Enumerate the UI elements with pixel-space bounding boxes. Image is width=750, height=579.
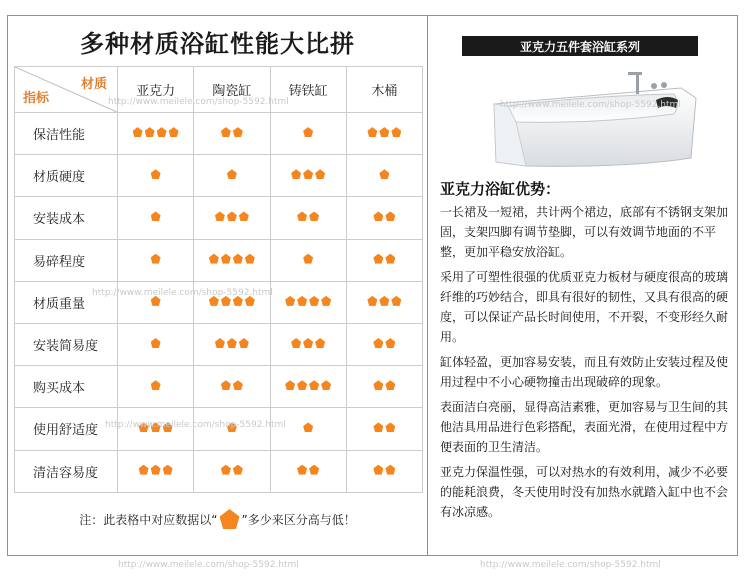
rating-dot-icon [209, 254, 219, 264]
rating-dots [291, 169, 325, 179]
row-label: 保洁性能 [15, 113, 118, 155]
rating-cell-cast-iron [270, 113, 346, 155]
rating-dots [151, 296, 161, 306]
rating-dot-icon [391, 127, 401, 137]
column-header-cast-iron: 铸铁缸 [270, 67, 346, 113]
rating-dots [373, 465, 395, 475]
comparison-table [14, 66, 423, 493]
rating-dot-icon [309, 465, 319, 475]
table-row [15, 281, 423, 323]
rating-dot-icon [151, 254, 161, 264]
advantages-title: 亚克力浴缸优势： [440, 180, 561, 198]
rating-dots [139, 422, 173, 432]
rating-dot-icon [309, 296, 319, 306]
watermark: http://www.meilele.com/shop-5592.html [480, 560, 661, 570]
row-label: 购买成本 [15, 366, 118, 408]
indicator-header-label: 指标 [23, 91, 50, 106]
rating-dot-icon [151, 296, 161, 306]
rating-dots [221, 465, 243, 475]
rating-dot-icon [227, 338, 237, 348]
rating-dot-icon [157, 127, 167, 137]
rating-cell-acrylic [118, 408, 194, 450]
advantage-paragraph: 缸体轻盈，更加容易安装，而且有效防止安装过程及使用过程中不小心硬物撞击出现破碎的现象。 [440, 355, 729, 389]
row-label: 材质硬度 [15, 155, 118, 197]
row-label: 安装成本 [15, 197, 118, 239]
rating-dot-icon [373, 422, 383, 432]
rating-cell-ceramic [194, 408, 270, 450]
rating-dot-icon [233, 380, 243, 390]
rating-dot-icon [163, 465, 173, 475]
material-header-label: 材质 [80, 77, 107, 92]
rating-cell-wood [346, 408, 422, 450]
rating-dot-icon [151, 465, 161, 475]
rating-dots [151, 211, 161, 221]
rating-dot-icon [285, 380, 295, 390]
rating-cell-acrylic [118, 323, 194, 365]
rating-dot-icon [227, 422, 237, 432]
advantage-paragraph: 表面洁白亮丽，显得高洁素雅，更加容易与卫生间的其他洁具用品进行色彩搭配，表面光滑，在使用过程中方便表面的卫生清洁。 [440, 400, 729, 454]
rating-cell-acrylic [118, 113, 194, 155]
rating-dots [221, 127, 243, 137]
rating-cell-acrylic [118, 281, 194, 323]
rating-dot-icon [221, 296, 231, 306]
rating-dot-icon [379, 296, 389, 306]
table-row [15, 450, 423, 492]
rating-cell-ceramic [194, 155, 270, 197]
table-row [15, 408, 423, 450]
rating-dots [373, 211, 395, 221]
rating-cell-wood [346, 239, 422, 281]
comparison-panel [7, 15, 428, 556]
table-row [15, 366, 423, 408]
rating-dot-icon [220, 509, 240, 529]
page-title: 多种材质浴缸性能大比拼 [80, 29, 355, 58]
table-row [15, 197, 423, 239]
rating-cell-cast-iron [270, 408, 346, 450]
rating-cell-acrylic [118, 155, 194, 197]
rating-dots [297, 211, 319, 221]
rating-dot-icon [309, 380, 319, 390]
rating-dots [133, 127, 179, 137]
rating-dot-icon [303, 422, 313, 432]
row-label: 材质重量 [15, 281, 118, 323]
rating-dot-icon [303, 127, 313, 137]
rating-dots [209, 254, 255, 264]
rating-cell-wood [346, 323, 422, 365]
rating-dots [215, 211, 249, 221]
rating-cell-ceramic [194, 239, 270, 281]
rating-dots [303, 254, 313, 264]
advantages-body [440, 202, 728, 527]
rating-dots [373, 338, 395, 348]
rating-cell-wood [346, 113, 422, 155]
rating-dot-icon [385, 422, 395, 432]
rating-dot-icon [291, 338, 301, 348]
rating-dots [227, 169, 237, 179]
rating-dot-icon [373, 338, 383, 348]
rating-cell-cast-iron [270, 450, 346, 492]
advantage-paragraph: 采用了可塑性很强的优质亚克力板材与硬度很高的玻璃纤维的巧妙结合，即具有很好的韧性，又具有很高的硬度，可以保证产品长时间使用，不开裂，不变形经久耐用。 [440, 270, 729, 344]
rating-dots [373, 380, 395, 390]
rating-dot-icon [315, 169, 325, 179]
rating-dot-icon [303, 338, 313, 348]
footnote [8, 509, 427, 529]
rating-dots [221, 380, 243, 390]
rating-cell-wood [346, 281, 422, 323]
rating-dot-icon [227, 211, 237, 221]
rating-dots [151, 254, 161, 264]
row-label: 清洁容易度 [15, 450, 118, 492]
rating-dots [367, 127, 401, 137]
rating-dot-icon [233, 127, 243, 137]
row-label: 使用舒适度 [15, 408, 118, 450]
rating-cell-wood [346, 197, 422, 239]
bathtub-image [486, 66, 701, 171]
rating-dot-icon [373, 211, 383, 221]
rating-dots [215, 338, 249, 348]
advantage-paragraph: 亚克力保温性强，可以对热水的有效利用，减少不必要的能耗浪费，冬天使用时没有加热水就踏入缸中也不会有冰凉感。 [440, 465, 729, 519]
rating-dot-icon [233, 465, 243, 475]
rating-dot-icon [297, 296, 307, 306]
rating-dot-icon [385, 338, 395, 348]
rating-cell-cast-iron [270, 323, 346, 365]
rating-dot-icon [373, 254, 383, 264]
rating-dot-icon [233, 296, 243, 306]
rating-dot-icon [321, 296, 331, 306]
rating-dot-icon [367, 296, 377, 306]
rating-dot-icon [297, 465, 307, 475]
rating-dot-icon [139, 465, 149, 475]
table-header-row [15, 67, 423, 113]
rating-dot-icon [245, 254, 255, 264]
rating-dot-icon [221, 254, 231, 264]
rating-cell-ceramic [194, 323, 270, 365]
watermark: http://www.meilele.com/shop-5592.html [108, 97, 289, 107]
rating-dots [151, 338, 161, 348]
rating-dot-icon [391, 296, 401, 306]
rating-cell-wood [346, 155, 422, 197]
rating-cell-wood [346, 366, 422, 408]
rating-dot-icon [145, 127, 155, 137]
rating-cell-ceramic [194, 281, 270, 323]
watermark: http://www.meilele.com/shop-5592.html [118, 560, 299, 570]
rating-cell-ceramic [194, 450, 270, 492]
rating-dots [291, 338, 325, 348]
rating-dots [209, 296, 255, 306]
row-label: 安装简易度 [15, 323, 118, 365]
rating-dot-icon [139, 422, 149, 432]
rating-dot-icon [151, 211, 161, 221]
rating-dot-icon [297, 211, 307, 221]
footnote-after: ”多少来区分高与低！ [241, 512, 356, 527]
rating-dot-icon [297, 380, 307, 390]
rating-dot-icon [215, 338, 225, 348]
rating-dot-icon [209, 296, 219, 306]
rating-dot-icon [133, 127, 143, 137]
rating-dots [297, 465, 319, 475]
rating-cell-acrylic [118, 450, 194, 492]
rating-cell-cast-iron [270, 281, 346, 323]
watermark: http://www.meilele.com/shop-5592.html [92, 288, 273, 298]
watermark: http://www.meilele.com/shop-5592.html [105, 420, 286, 430]
rating-dots [139, 465, 173, 475]
table-row [15, 239, 423, 281]
rating-dot-icon [303, 254, 313, 264]
rating-dots [285, 296, 331, 306]
rating-cell-cast-iron [270, 155, 346, 197]
rating-dot-icon [285, 296, 295, 306]
rating-cell-ceramic [194, 197, 270, 239]
rating-dot-icon [239, 211, 249, 221]
row-label: 易碎程度 [15, 239, 118, 281]
table-row [15, 113, 423, 155]
rating-dot-icon [221, 380, 231, 390]
rating-dots [367, 296, 401, 306]
rating-dot-icon [233, 254, 243, 264]
rating-cell-acrylic [118, 197, 194, 239]
series-banner: 亚克力五件套浴缸系列 [462, 36, 698, 56]
rating-cell-cast-iron [270, 239, 346, 281]
rating-dots [151, 169, 161, 179]
rating-dot-icon [373, 465, 383, 475]
column-header-ceramic: 陶瓷缸 [194, 67, 270, 113]
rating-dot-icon [169, 127, 179, 137]
column-header-acrylic: 亚克力 [118, 67, 194, 113]
rating-dot-icon [379, 127, 389, 137]
rating-cell-acrylic [118, 366, 194, 408]
watermark: http://www.meilele.com/shop-5592.html [500, 100, 681, 110]
table-row [15, 323, 423, 365]
rating-dot-icon [373, 380, 383, 390]
rating-cell-ceramic [194, 113, 270, 155]
rating-dots [373, 254, 395, 264]
rating-dots [303, 422, 313, 432]
rating-dot-icon [239, 338, 249, 348]
footnote-before: 注：此表格中对应数据以“ [79, 512, 218, 527]
rating-dots [303, 127, 313, 137]
rating-dot-icon [367, 127, 377, 137]
rating-dot-icon [151, 338, 161, 348]
rating-dots [373, 422, 395, 432]
rating-dot-icon [303, 169, 313, 179]
rating-dot-icon [151, 422, 161, 432]
rating-dot-icon [163, 422, 173, 432]
rating-cell-wood [346, 450, 422, 492]
rating-dots [285, 380, 331, 390]
rating-cell-cast-iron [270, 366, 346, 408]
rating-cell-acrylic [118, 239, 194, 281]
rating-dot-icon [215, 211, 225, 221]
rating-dot-icon [151, 380, 161, 390]
rating-dots [227, 422, 237, 432]
rating-dot-icon [221, 127, 231, 137]
table-row [15, 155, 423, 197]
rating-dot-icon [321, 380, 331, 390]
advantage-paragraph: 一长裙及一短裙，共计两个裙边，底部有不锈钢支架加固，支架四脚有调节垫脚，可以有效调节地面的不平整，更加平稳安放浴缸。 [440, 205, 729, 259]
rating-dots [151, 380, 161, 390]
rating-dot-icon [385, 211, 395, 221]
rating-dot-icon [385, 465, 395, 475]
rating-dot-icon [309, 211, 319, 221]
rating-dot-icon [385, 380, 395, 390]
rating-cell-cast-iron [270, 197, 346, 239]
rating-dot-icon [379, 169, 389, 179]
rating-dot-icon [385, 254, 395, 264]
rating-dot-icon [221, 465, 231, 475]
rating-dot-icon [291, 169, 301, 179]
rating-dot-icon [227, 169, 237, 179]
corner-header-cell [15, 67, 118, 113]
rating-dots [379, 169, 389, 179]
rating-dot-icon [315, 338, 325, 348]
rating-cell-ceramic [194, 366, 270, 408]
rating-dot-icon [245, 296, 255, 306]
column-header-wood: 木桶 [346, 67, 422, 113]
acrylic-info-panel [428, 15, 738, 556]
rating-dot-icon [151, 169, 161, 179]
